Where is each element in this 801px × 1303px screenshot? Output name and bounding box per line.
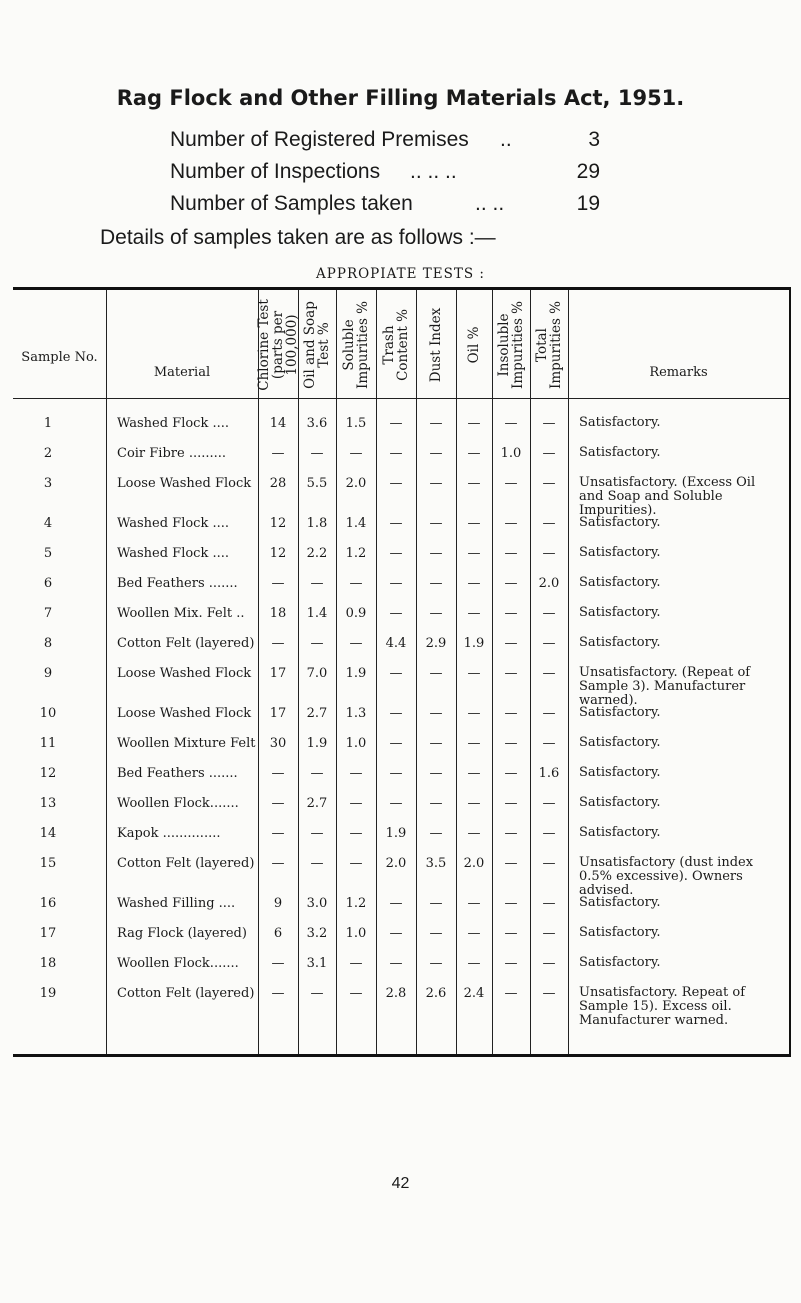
insoluble-value: — bbox=[504, 986, 518, 1001]
dust-value: — bbox=[429, 606, 443, 621]
total-value: — bbox=[542, 446, 556, 461]
oil-value: — bbox=[467, 606, 481, 621]
stat-value: 3 bbox=[588, 128, 600, 151]
trash-value: 1.9 bbox=[385, 826, 407, 841]
soluble-value: 2.0 bbox=[345, 476, 367, 491]
total-value: — bbox=[542, 736, 556, 751]
sample-no: 4 bbox=[43, 516, 53, 531]
chlorine-value: 6 bbox=[273, 926, 283, 941]
stat-value: 29 bbox=[576, 160, 600, 183]
soluble-value: 1.3 bbox=[345, 706, 367, 721]
total-value: — bbox=[542, 516, 556, 531]
oil-value: — bbox=[467, 576, 481, 591]
chlorine-value: 17 bbox=[269, 706, 287, 721]
total-value: — bbox=[542, 416, 556, 431]
oil-value: — bbox=[467, 796, 481, 811]
material: Loose Washed Flock bbox=[117, 666, 252, 681]
page-title: Rag Flock and Other Filling Materials Act, 1951. bbox=[116, 86, 685, 110]
column-rule bbox=[106, 290, 107, 1054]
oil-soap-value: 3.6 bbox=[306, 416, 328, 431]
material: Washed Flock .... bbox=[117, 416, 229, 431]
trash-value: — bbox=[389, 546, 403, 561]
dust-value: — bbox=[429, 416, 443, 431]
material: Woollen Flock....... bbox=[117, 796, 239, 811]
remarks: Satisfactory. bbox=[579, 415, 661, 430]
total-value: 2.0 bbox=[538, 576, 560, 591]
insoluble-value: — bbox=[504, 606, 518, 621]
dust-value: — bbox=[429, 736, 443, 751]
dust-value: — bbox=[429, 576, 443, 591]
stat-dots: .. .. bbox=[475, 192, 505, 215]
remarks: Satisfactory. bbox=[579, 445, 661, 460]
oil-value: — bbox=[467, 706, 481, 721]
dust-value: — bbox=[429, 476, 443, 491]
soluble-value: 1.2 bbox=[345, 546, 367, 561]
header-total: Total Impurities % bbox=[534, 300, 564, 390]
dust-value: 3.5 bbox=[425, 856, 447, 871]
dust-value: — bbox=[429, 956, 443, 971]
sample-no: 14 bbox=[39, 826, 57, 841]
soluble-value: 1.9 bbox=[345, 666, 367, 681]
trash-value: 2.0 bbox=[385, 856, 407, 871]
sample-no: 5 bbox=[43, 546, 53, 561]
chlorine-value: 17 bbox=[269, 666, 287, 681]
dust-value: — bbox=[429, 706, 443, 721]
remarks: Satisfactory. bbox=[579, 795, 661, 810]
sample-no: 16 bbox=[39, 896, 57, 911]
remarks: Satisfactory. bbox=[579, 515, 661, 530]
dust-value: — bbox=[429, 516, 443, 531]
total-value: — bbox=[542, 856, 556, 871]
header-insoluble: Insoluble Impurities % bbox=[496, 300, 526, 390]
soluble-value: 0.9 bbox=[345, 606, 367, 621]
oil-value: — bbox=[467, 476, 481, 491]
dust-value: 2.9 bbox=[425, 636, 447, 651]
remarks: Satisfactory. bbox=[579, 825, 661, 840]
chlorine-value: 12 bbox=[269, 516, 287, 531]
oil-value: — bbox=[467, 896, 481, 911]
sample-no: 6 bbox=[43, 576, 53, 591]
sample-no: 9 bbox=[43, 666, 53, 681]
material: Washed Filling .... bbox=[117, 896, 236, 911]
stat-label: Number of Registered Premises bbox=[170, 128, 469, 151]
insoluble-value: 1.0 bbox=[500, 446, 522, 461]
chlorine-value: — bbox=[271, 576, 285, 591]
total-value: — bbox=[542, 796, 556, 811]
oil-value: — bbox=[467, 766, 481, 781]
header-sample-no: Sample No. bbox=[21, 350, 98, 365]
total-value: — bbox=[542, 546, 556, 561]
oil-soap-value: — bbox=[310, 766, 324, 781]
header-material: Material bbox=[153, 365, 211, 380]
remarks: Satisfactory. bbox=[579, 735, 661, 750]
chlorine-value: — bbox=[271, 856, 285, 871]
insoluble-value: — bbox=[504, 516, 518, 531]
table-subheading: APPROPIATE TESTS : bbox=[316, 266, 485, 282]
header-trash: Trash Content % bbox=[381, 309, 411, 381]
chlorine-value: 14 bbox=[269, 416, 287, 431]
material: Cotton Felt (layered) bbox=[117, 636, 255, 651]
dust-value: — bbox=[429, 926, 443, 941]
sample-no: 15 bbox=[39, 856, 57, 871]
material: Loose Washed Flock bbox=[117, 706, 252, 721]
chlorine-value: — bbox=[271, 986, 285, 1001]
soluble-value: — bbox=[349, 956, 363, 971]
insoluble-value: — bbox=[504, 636, 518, 651]
insoluble-value: — bbox=[504, 896, 518, 911]
dust-value: — bbox=[429, 826, 443, 841]
trash-value: — bbox=[389, 766, 403, 781]
remarks: Satisfactory. bbox=[579, 575, 661, 590]
total-value: — bbox=[542, 956, 556, 971]
total-value: — bbox=[542, 926, 556, 941]
stat-dots: .. .. .. bbox=[410, 160, 457, 183]
total-value: — bbox=[542, 666, 556, 681]
oil-value: 2.0 bbox=[463, 856, 485, 871]
oil-value: — bbox=[467, 516, 481, 531]
oil-value: — bbox=[467, 826, 481, 841]
chlorine-value: — bbox=[271, 796, 285, 811]
insoluble-value: — bbox=[504, 576, 518, 591]
material: Rag Flock (layered) bbox=[117, 926, 247, 941]
sample-no: 12 bbox=[39, 766, 57, 781]
soluble-value: — bbox=[349, 576, 363, 591]
chlorine-value: 12 bbox=[269, 546, 287, 561]
stat-value: 19 bbox=[576, 192, 600, 215]
soluble-value: — bbox=[349, 826, 363, 841]
chlorine-value: — bbox=[271, 636, 285, 651]
intro-text: Details of samples taken are as follows :— bbox=[100, 226, 496, 249]
oil-soap-value: — bbox=[310, 826, 324, 841]
header-oil-soap: Oil and Soap Test % bbox=[302, 301, 332, 389]
stat-dots: .. bbox=[500, 128, 512, 151]
oil-soap-value: 3.2 bbox=[306, 926, 328, 941]
trash-value: — bbox=[389, 576, 403, 591]
dust-value: — bbox=[429, 446, 443, 461]
insoluble-value: — bbox=[504, 706, 518, 721]
header-dust: Dust Index bbox=[428, 307, 444, 383]
total-value: — bbox=[542, 476, 556, 491]
material: Washed Flock .... bbox=[117, 546, 229, 561]
trash-value: — bbox=[389, 606, 403, 621]
trash-value: — bbox=[389, 476, 403, 491]
header-rule bbox=[13, 398, 789, 399]
soluble-value: 1.0 bbox=[345, 736, 367, 751]
sample-no: 2 bbox=[43, 446, 53, 461]
trash-value: — bbox=[389, 956, 403, 971]
insoluble-value: — bbox=[504, 856, 518, 871]
dust-value: — bbox=[429, 766, 443, 781]
insoluble-value: — bbox=[504, 796, 518, 811]
chlorine-value: 18 bbox=[269, 606, 287, 621]
trash-value: — bbox=[389, 926, 403, 941]
oil-soap-value: 5.5 bbox=[306, 476, 328, 491]
soluble-value: 1.2 bbox=[345, 896, 367, 911]
material: Bed Feathers ....... bbox=[117, 576, 238, 591]
oil-soap-value: 3.1 bbox=[306, 956, 328, 971]
oil-soap-value: 2.7 bbox=[306, 706, 328, 721]
sample-no: 19 bbox=[39, 986, 57, 1001]
material: Woollen Mixture Felt bbox=[117, 736, 256, 751]
sample-no: 18 bbox=[39, 956, 57, 971]
total-value: — bbox=[542, 986, 556, 1001]
trash-value: — bbox=[389, 516, 403, 531]
sample-no: 3 bbox=[43, 476, 53, 491]
oil-soap-value: 2.7 bbox=[306, 796, 328, 811]
insoluble-value: — bbox=[504, 476, 518, 491]
chlorine-value: — bbox=[271, 446, 285, 461]
sample-no: 10 bbox=[39, 706, 57, 721]
remarks: Satisfactory. bbox=[579, 955, 661, 970]
chlorine-value: 30 bbox=[269, 736, 287, 751]
sample-no: 13 bbox=[39, 796, 57, 811]
insoluble-value: — bbox=[504, 926, 518, 941]
chlorine-value: — bbox=[271, 766, 285, 781]
insoluble-value: — bbox=[504, 546, 518, 561]
oil-value: — bbox=[467, 446, 481, 461]
trash-value: 4.4 bbox=[385, 636, 407, 651]
insoluble-value: — bbox=[504, 416, 518, 431]
oil-value: — bbox=[467, 666, 481, 681]
trash-value: — bbox=[389, 796, 403, 811]
material: Loose Washed Flock bbox=[117, 476, 252, 491]
soluble-value: — bbox=[349, 636, 363, 651]
soluble-value: — bbox=[349, 446, 363, 461]
header-oil: Oil % bbox=[466, 326, 482, 364]
remarks: Unsatisfactory. (Repeat of Sample 3). Manufacturer warned). bbox=[579, 665, 751, 708]
material: Bed Feathers ....... bbox=[117, 766, 238, 781]
stat-label: Number of Inspections bbox=[170, 160, 381, 183]
remarks: Satisfactory. bbox=[579, 705, 661, 720]
material: Cotton Felt (layered) bbox=[117, 856, 255, 871]
oil-soap-value: — bbox=[310, 446, 324, 461]
insoluble-value: — bbox=[504, 766, 518, 781]
oil-soap-value: 2.2 bbox=[306, 546, 328, 561]
dust-value: — bbox=[429, 666, 443, 681]
oil-soap-value: 1.4 bbox=[306, 606, 328, 621]
oil-value: — bbox=[467, 956, 481, 971]
remarks: Satisfactory. bbox=[579, 605, 661, 620]
dust-value: — bbox=[429, 546, 443, 561]
oil-value: — bbox=[467, 546, 481, 561]
oil-soap-value: 7.0 bbox=[306, 666, 328, 681]
insoluble-value: — bbox=[504, 956, 518, 971]
remarks: Satisfactory. bbox=[579, 635, 661, 650]
dust-value: — bbox=[429, 896, 443, 911]
remarks: Unsatisfactory. (Excess Oil and Soap and Soluble Impurities). bbox=[579, 475, 756, 518]
trash-value: — bbox=[389, 666, 403, 681]
total-value: — bbox=[542, 706, 556, 721]
header-remarks: Remarks bbox=[649, 365, 708, 380]
trash-value: — bbox=[389, 416, 403, 431]
trash-value: — bbox=[389, 706, 403, 721]
oil-value: 1.9 bbox=[463, 636, 485, 651]
oil-soap-value: — bbox=[310, 636, 324, 651]
dust-value: — bbox=[429, 796, 443, 811]
trash-value: — bbox=[389, 896, 403, 911]
samples-table bbox=[13, 287, 791, 1057]
insoluble-value: — bbox=[504, 826, 518, 841]
header-chlorine: Chlorine Test (parts per 100,000) bbox=[256, 299, 300, 391]
oil-value: — bbox=[467, 736, 481, 751]
remarks: Satisfactory. bbox=[579, 765, 661, 780]
total-value: — bbox=[542, 826, 556, 841]
oil-value: — bbox=[467, 416, 481, 431]
sample-no: 8 bbox=[43, 636, 53, 651]
soluble-value: — bbox=[349, 796, 363, 811]
sample-no: 17 bbox=[39, 926, 57, 941]
column-rule bbox=[568, 290, 569, 1054]
material: Woollen Flock....... bbox=[117, 956, 239, 971]
stat-label: Number of Samples taken bbox=[170, 192, 413, 215]
material: Kapok .............. bbox=[117, 826, 221, 841]
sample-no: 7 bbox=[43, 606, 53, 621]
trash-value: — bbox=[389, 446, 403, 461]
oil-soap-value: 1.8 bbox=[306, 516, 328, 531]
total-value: — bbox=[542, 896, 556, 911]
total-value: 1.6 bbox=[538, 766, 560, 781]
total-value: — bbox=[542, 606, 556, 621]
oil-value: 2.4 bbox=[463, 986, 485, 1001]
dust-value: 2.6 bbox=[425, 986, 447, 1001]
oil-soap-value: — bbox=[310, 856, 324, 871]
page-number: 42 bbox=[391, 1175, 410, 1192]
material: Washed Flock .... bbox=[117, 516, 229, 531]
soluble-value: — bbox=[349, 766, 363, 781]
oil-soap-value: — bbox=[310, 986, 324, 1001]
material: Cotton Felt (layered) bbox=[117, 986, 255, 1001]
oil-soap-value: — bbox=[310, 576, 324, 591]
remarks: Satisfactory. bbox=[579, 545, 661, 560]
trash-value: — bbox=[389, 736, 403, 751]
oil-value: — bbox=[467, 926, 481, 941]
remarks: Satisfactory. bbox=[579, 895, 661, 910]
remarks: Satisfactory. bbox=[579, 925, 661, 940]
chlorine-value: — bbox=[271, 826, 285, 841]
chlorine-value: — bbox=[271, 956, 285, 971]
header-soluble: Soluble Impurities % bbox=[341, 300, 371, 390]
soluble-value: — bbox=[349, 856, 363, 871]
trash-value: 2.8 bbox=[385, 986, 407, 1001]
material: Coir Fibre ......... bbox=[117, 446, 227, 461]
chlorine-value: 28 bbox=[269, 476, 287, 491]
chlorine-value: 9 bbox=[273, 896, 283, 911]
soluble-value: — bbox=[349, 986, 363, 1001]
oil-soap-value: 1.9 bbox=[306, 736, 328, 751]
remarks: Unsatisfactory. Repeat of Sample 15). Excess oil. Manufacturer warned. bbox=[579, 985, 746, 1028]
insoluble-value: — bbox=[504, 666, 518, 681]
soluble-value: 1.0 bbox=[345, 926, 367, 941]
remarks: Unsatisfactory (dust index 0.5% excessive). Owners advised. bbox=[579, 855, 754, 898]
sample-no: 11 bbox=[39, 736, 57, 751]
total-value: — bbox=[542, 636, 556, 651]
soluble-value: 1.4 bbox=[345, 516, 367, 531]
material: Woollen Mix. Felt .. bbox=[117, 606, 245, 621]
insoluble-value: — bbox=[504, 736, 518, 751]
oil-soap-value: 3.0 bbox=[306, 896, 328, 911]
soluble-value: 1.5 bbox=[345, 416, 367, 431]
sample-no: 1 bbox=[43, 416, 53, 431]
